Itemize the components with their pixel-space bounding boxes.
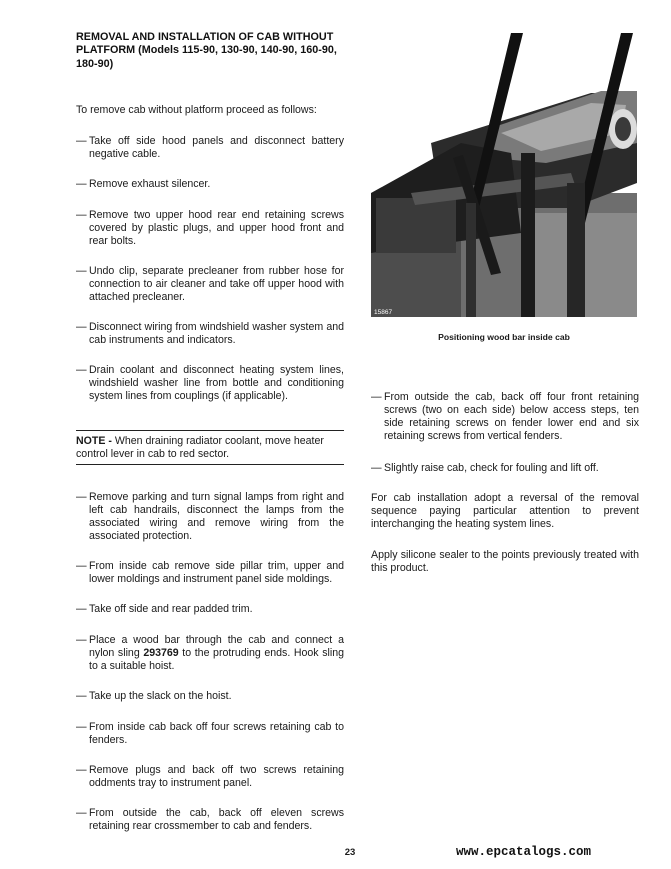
step-oddments-tray: — Remove plugs and back off two screws retaining oddments tray to instrument panel. [76,764,344,789]
installation-paragraph: For cab installation adopt a reversal of the removal sequence paying particular attention to prevent interchanging the heating system lines. [371,492,639,530]
step-hood-panels: — Take off side hood panels and disconnect battery negative cable. [76,135,344,160]
step-lamps: — Remove parking and turn signal lamps from right and left cab handrails, disconnect the lamps from the associated wiring and remove wiring from the associated protection. [76,491,344,542]
step-hoist-slack: — Take up the slack on the hoist. [76,690,232,702]
step-rear-crossmember: — From outside the cab, back off eleven screws retaining rear crossmember to cab and fenders. [76,807,344,832]
step-wood-bar-sling: — Place a wood bar through the cab and connect a nylon sling 293769 to the protruding ends. Hook sling to a suitable hoist. [76,634,344,672]
photo-number: 15867 [374,309,393,316]
section-heading: REMOVAL AND INSTALLATION OF CAB WITHOUT PLATFORM (Models 115-90, 130-90, 140-90, 160-90, 180-90) [76,31,337,70]
step-wiring: — Disconnect wiring from windshield washer system and cab instruments and indicators. [76,321,344,346]
step-precleaner: — Undo clip, separate precleaner from rubber hose for connection to air cleaner and take off upper hood with attached precleaner. [76,265,344,303]
note-box [76,430,344,465]
step-exhaust-silencer: — Remove exhaust silencer. [76,178,211,190]
step-raise-cab: — Slightly raise cab, check for fouling and lift off. [371,462,599,474]
step-hood-screws: — Remove two upper hood rear end retaining screws covered by plastic plugs, and upper hood front and rear bolts. [76,209,344,247]
intro-text: To remove cab without platform proceed as follows: [76,104,317,116]
watermark-url: www.epcatalogs.com [456,845,592,859]
step-drain-coolant: — Drain coolant and disconnect heating system lines, windshield washer line from bottle and conditioning system lines from couplings (if applicable). [76,364,344,402]
cab-photo [371,33,637,317]
step-cab-fender-screws: — From inside cab back off four screws retaining cab to fenders. [76,721,344,746]
step-front-screws: — From outside the cab, back off four front retaining screws (two on each side) below access steps, ten side retaining screws on fender lower end and six retaining screws from vertical fenders. [371,391,639,442]
note-label: NOTE - [76,435,112,447]
note-text: When draining radiator coolant, move heater control lever in cab to red sector. [76,435,324,460]
silicone-paragraph: Apply silicone sealer to the points previously treated with this product. [371,549,639,574]
page-number: 23 [344,847,356,858]
photo-caption: Positioning wood bar inside cab [438,332,570,342]
part-number: 293769 [143,647,179,659]
step-pillar-trim: — From inside cab remove side pillar trim, upper and lower moldings and instrument panel side moldings. [76,560,344,585]
step-padded-trim: — Take off side and rear padded trim. [76,603,253,615]
